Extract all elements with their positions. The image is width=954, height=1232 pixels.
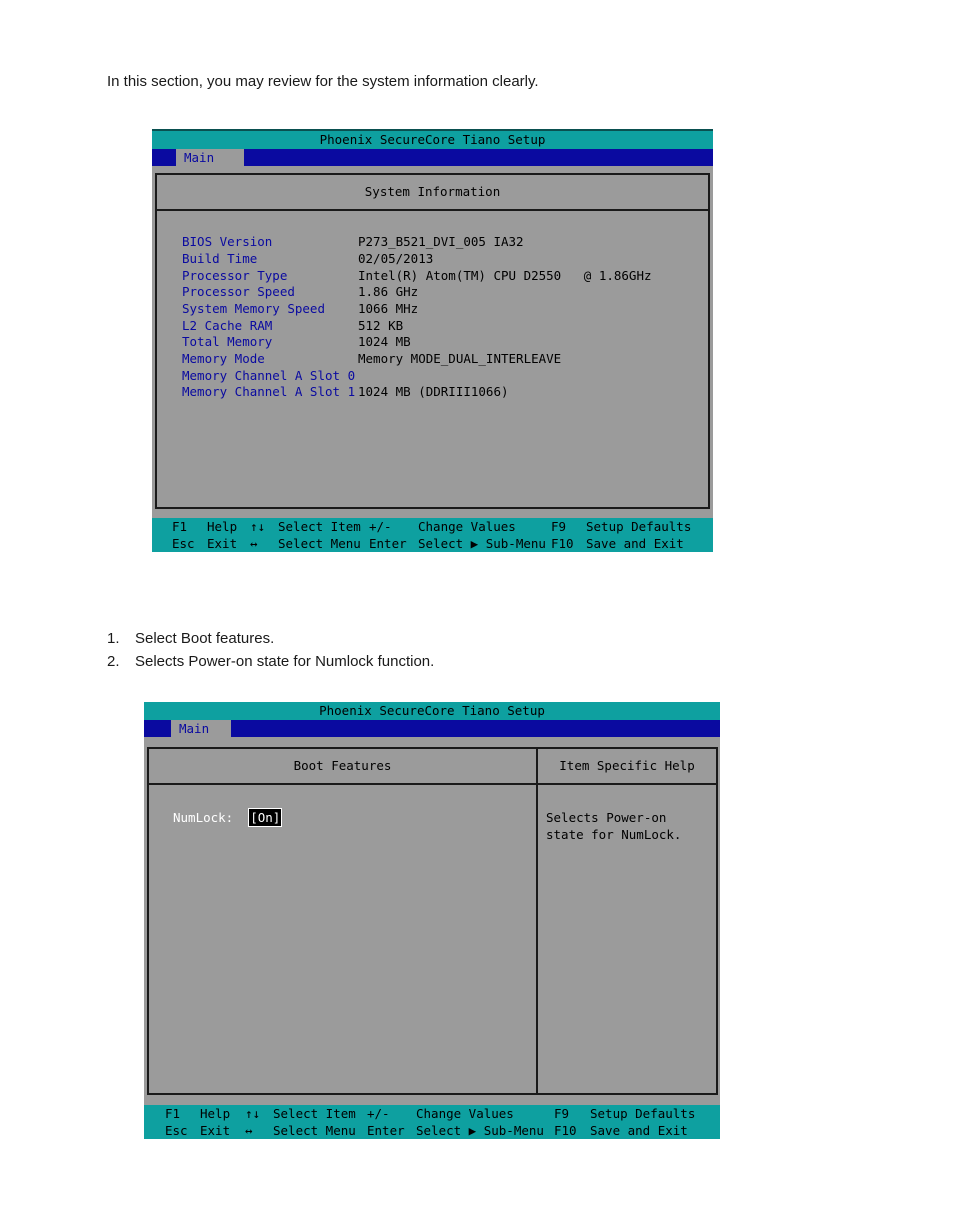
- key-exit-label: Exit: [207, 536, 238, 551]
- bios-footer: [144, 1105, 720, 1139]
- bios-title: Phoenix SecureCore Tiano Setup: [144, 702, 720, 720]
- key-change-values-label: Change Values: [416, 1106, 514, 1121]
- item-specific-help-panel: [536, 747, 718, 1095]
- intro-text: In this section, you may review for the system information clearly.: [107, 73, 539, 90]
- key-help-label: Help: [200, 1106, 231, 1121]
- numlock-setting[interactable]: [173, 809, 281, 826]
- system-information-panel: System Information BIOS Version P273_B521_DVI_005 IA32 Build Time 02/05/2013 Processor Type Intel(R) Atom(TM) CPU D2550 @ 1.86GHz Processor Speed 1.86 GHz System Memory Speed 1066 MHz L2 Cache RAM 512 KB Total Memory 1024 MB Memory Mode Memory MODE_DUAL_INTERLEAVE Memory Channel A Slot 0 Memory Channel A Slot 1 1024 MB (DDRIII1066): [155, 173, 710, 509]
- key-esc: Esc: [172, 536, 195, 551]
- key-select-submenu-label: Select ▶ Sub-Menu: [416, 1123, 544, 1138]
- bios-footer: [152, 518, 713, 552]
- bios-menubar: [152, 149, 713, 166]
- key-save-and-exit-label: Save and Exit: [590, 1123, 688, 1138]
- key-select-menu-label: Select Menu: [278, 536, 361, 551]
- key-select-item-label: Select Item: [278, 519, 361, 534]
- key-f9: F9: [554, 1106, 570, 1121]
- key-f1: F1: [165, 1106, 181, 1121]
- key-up-down-arrows: ↑↓: [250, 519, 266, 534]
- tab-main[interactable]: Main: [176, 149, 244, 166]
- key-help-label: Help: [207, 519, 238, 534]
- help-text: Selects Power-on state for NumLock.: [546, 810, 682, 842]
- key-f1: F1: [172, 519, 188, 534]
- key-plus-minus: +/-: [369, 519, 392, 534]
- key-left-right-arrows: ↔: [245, 1123, 253, 1138]
- key-enter: Enter: [367, 1123, 405, 1138]
- key-exit-label: Exit: [200, 1123, 231, 1138]
- tab-main[interactable]: Main: [171, 720, 231, 737]
- key-setup-defaults-label: Setup Defaults: [586, 519, 692, 534]
- bios-screenshot-boot-features: [144, 702, 720, 1139]
- key-save-and-exit-label: Save and Exit: [586, 536, 684, 551]
- key-esc: Esc: [165, 1123, 188, 1138]
- key-change-values-label: Change Values: [418, 519, 516, 534]
- boot-features-panel: [147, 747, 538, 1095]
- key-enter: Enter: [369, 536, 407, 551]
- panel-title: Boot Features: [149, 749, 536, 785]
- panel-title: System Information: [157, 175, 708, 211]
- key-plus-minus: +/-: [367, 1106, 390, 1121]
- key-up-down-arrows: ↑↓: [245, 1106, 261, 1121]
- key-select-menu-label: Select Menu: [273, 1123, 356, 1138]
- key-select-submenu-label: Select ▶ Sub-Menu: [418, 536, 546, 551]
- numlock-label: NumLock:: [173, 810, 234, 825]
- key-setup-defaults-label: Setup Defaults: [590, 1106, 696, 1121]
- key-f9: F9: [551, 519, 567, 534]
- key-f10: F10: [551, 536, 574, 551]
- list-item: 2. Selects Power-on state for Numlock function.: [107, 653, 435, 670]
- bios-menubar: [144, 720, 720, 737]
- bios-title: Phoenix SecureCore Tiano Setup: [152, 131, 713, 149]
- key-f10: F10: [554, 1123, 577, 1138]
- instruction-steps: [107, 629, 434, 675]
- key-left-right-arrows: ↔: [250, 536, 258, 551]
- bios-screenshot-system-information: [152, 129, 713, 552]
- list-item: 1. Select Boot features.: [107, 630, 275, 647]
- numlock-value[interactable]: [On]: [250, 810, 281, 825]
- help-title: Item Specific Help: [538, 749, 716, 785]
- key-select-item-label: Select Item: [273, 1106, 356, 1121]
